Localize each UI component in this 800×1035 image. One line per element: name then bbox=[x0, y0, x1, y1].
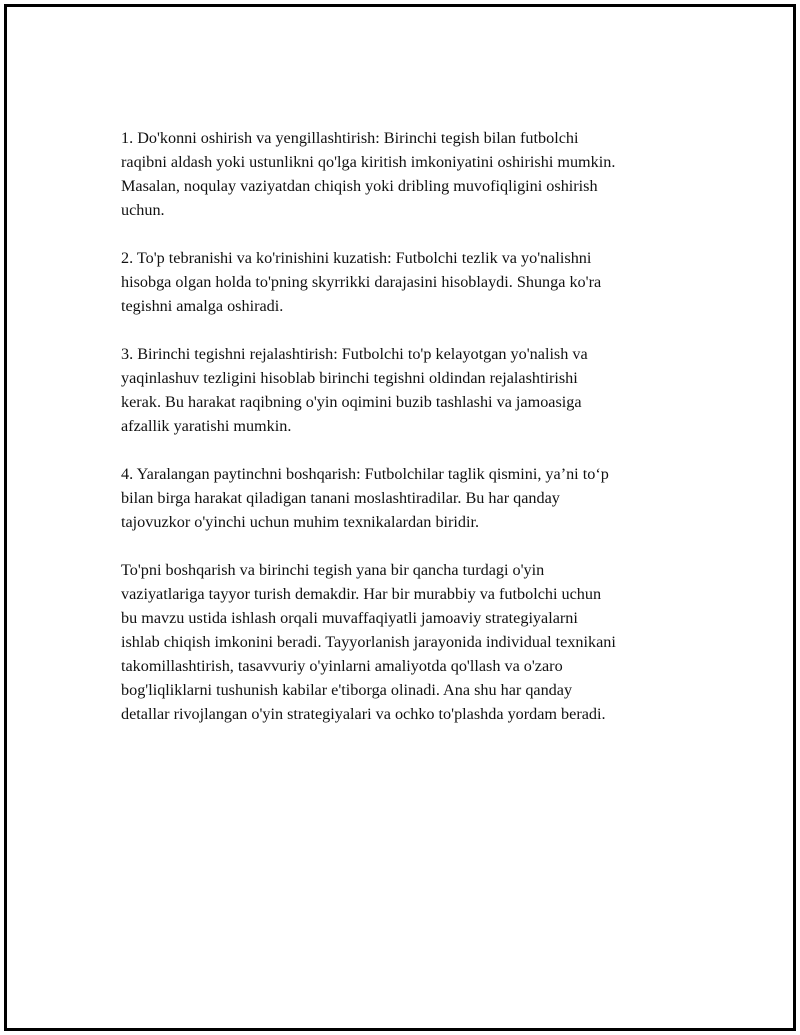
text-line: raqibni aldash yoki ustunlikni qo'lga kiritish imkoniyatini oshirishi mumkin. bbox=[121, 153, 616, 171]
text-line: afzallik yaratishi mumkin. bbox=[121, 417, 292, 435]
text-line: 1. Do'konni oshirish va yengillashtirish: Birinchi tegish bilan futbolchi bbox=[121, 129, 579, 147]
text-line: ishlab chiqish imkonini beradi. Tayyorlanish jarayonida individual texnikani bbox=[121, 633, 616, 651]
text-line: tajovuzkor o'yinchi uchun muhim texnikalardan biridir. bbox=[121, 513, 480, 531]
text-line: To'pni boshqarish va birinchi tegish yana bir qancha turdagi o'yin bbox=[121, 561, 545, 579]
text-line: 4. Yaralangan paytinchni boshqarish: Futbolchilar taglik qismini, ya’ni to‘p bbox=[121, 465, 609, 483]
text-line: bog'liqliklarni tushunish kabilar e'tiborga olinadi. Ana shu har qanday bbox=[121, 681, 573, 699]
text-line: bilan birga harakat qiladigan tanani moslashtiradilar. Bu har qanday bbox=[121, 489, 560, 507]
page-frame bbox=[4, 4, 796, 1031]
paragraph-3 bbox=[121, 342, 721, 438]
text-line: yaqinlashuv tezligini hisoblab birinchi tegishni oldindan rejalashtirishi bbox=[121, 369, 578, 387]
text-line: bu mavzu ustida ishlash orqali muvaffaqiyatli jamoaviy strategiyalarni bbox=[121, 609, 578, 627]
text-line: hisobga olgan holda to'pning skyrrikki darajasini hisoblaydi. Shunga ko'ra bbox=[121, 273, 602, 291]
text-line: detallar rivojlangan o'yin strategiyalari va ochko to'plashda yordam beradi. bbox=[121, 705, 606, 723]
text-line: 2. To'p tebranishi va ko'rinishini kuzatish: Futbolchi tezlik va yo'nalishni bbox=[121, 249, 592, 267]
text-line: tegishni amalga oshiradi. bbox=[121, 297, 284, 315]
text-line: uchun. bbox=[121, 201, 165, 219]
paragraph-2 bbox=[121, 246, 721, 318]
paragraph-4 bbox=[121, 462, 721, 534]
text-line: takomillashtirish, tasavvuriy o'yinlarni amaliyotda qo'llash va o'zaro bbox=[121, 657, 563, 675]
text-line: 3. Birinchi tegishni rejalashtirish: Futbolchi to'p kelayotgan yo'nalish va bbox=[121, 345, 588, 363]
text-line: vaziyatlariga tayyor turish demakdir. Har bir murabbiy va futbolchi uchun bbox=[121, 585, 602, 603]
document-body bbox=[121, 126, 721, 750]
paragraph-1 bbox=[121, 126, 721, 222]
text-line: Masalan, noqulay vaziyatdan chiqish yoki dribling muvofiqligini oshirish bbox=[121, 177, 598, 195]
paragraph-5 bbox=[121, 558, 721, 726]
text-line: kerak. Bu harakat raqibning o'yin oqimini buzib tashlashi va jamoasiga bbox=[121, 393, 582, 411]
